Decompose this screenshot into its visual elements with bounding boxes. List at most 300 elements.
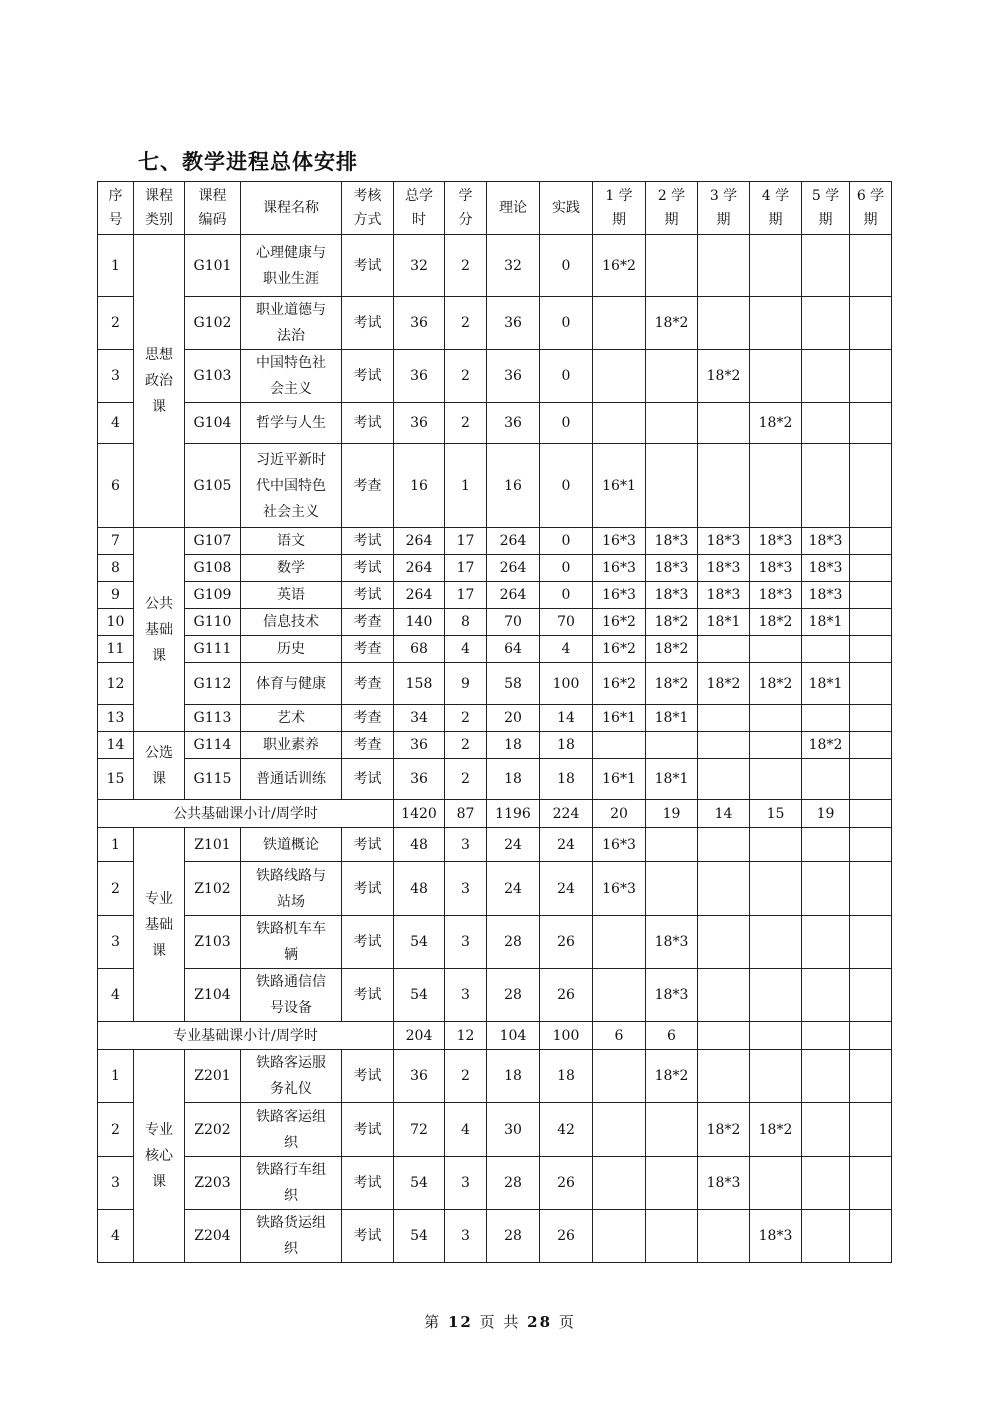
assessment-method: 考查	[342, 609, 394, 636]
subtotal-credits: 12	[445, 1022, 487, 1050]
total-hours: 264	[394, 555, 445, 582]
subtotal-term-5: 19	[802, 800, 850, 828]
term-2-hours: 18*2	[646, 609, 698, 636]
term-5-hours: 18*3	[802, 582, 850, 609]
table-row	[98, 969, 892, 1022]
subtotal-term-1: 6	[593, 1022, 646, 1050]
table-row	[98, 636, 892, 663]
course-name: 铁路行车组 织	[241, 1157, 342, 1210]
course-name: 铁路线路与 站场	[241, 862, 342, 916]
term-6-hours	[850, 1157, 892, 1210]
term-5-hours	[802, 1050, 850, 1103]
assessment-method: 考试	[342, 759, 394, 800]
term-4-hours	[750, 1157, 802, 1210]
term-5-hours	[802, 1157, 850, 1210]
course-code: Z204	[185, 1210, 241, 1263]
row-number: 14	[98, 732, 134, 759]
term-3-hours	[698, 636, 750, 663]
credits: 17	[445, 528, 487, 555]
total-hours: 140	[394, 609, 445, 636]
term-3-hours	[698, 444, 750, 528]
term-1-hours: 16*1	[593, 444, 646, 528]
term-2-hours	[646, 1210, 698, 1263]
credits: 3	[445, 969, 487, 1022]
term-1-hours	[593, 350, 646, 403]
term-5-hours	[802, 916, 850, 969]
term-2-hours: 18*3	[646, 916, 698, 969]
term-5-hours	[802, 636, 850, 663]
column-header: 2 学 期	[646, 182, 698, 235]
total-hours: 36	[394, 350, 445, 403]
theory-hours: 36	[487, 297, 540, 350]
column-header: 6 学 期	[850, 182, 892, 235]
term-5-hours	[802, 403, 850, 444]
course-category: 公共 基础 课	[134, 528, 185, 732]
theory-hours: 70	[487, 609, 540, 636]
column-header: 课程 类别	[134, 182, 185, 235]
term-6-hours	[850, 403, 892, 444]
table-row	[98, 1050, 892, 1103]
credits: 2	[445, 759, 487, 800]
assessment-method: 考试	[342, 297, 394, 350]
table-row	[98, 705, 892, 732]
course-code: Z201	[185, 1050, 241, 1103]
term-4-hours	[750, 732, 802, 759]
course-name: 铁道概论	[241, 828, 342, 862]
credits: 3	[445, 828, 487, 862]
column-header: 3 学 期	[698, 182, 750, 235]
course-code: G104	[185, 403, 241, 444]
term-3-hours	[698, 969, 750, 1022]
row-number: 7	[98, 528, 134, 555]
credits: 2	[445, 403, 487, 444]
term-1-hours	[593, 403, 646, 444]
subtotal-term-4: 15	[750, 800, 802, 828]
term-2-hours: 18*1	[646, 759, 698, 800]
course-name: 艺术	[241, 705, 342, 732]
course-name: 铁路客运服 务礼仪	[241, 1050, 342, 1103]
table-row	[98, 828, 892, 862]
practice-hours: 0	[540, 444, 593, 528]
term-2-hours: 18*2	[646, 636, 698, 663]
credits: 2	[445, 1050, 487, 1103]
practice-hours: 26	[540, 916, 593, 969]
term-5-hours	[802, 297, 850, 350]
practice-hours: 0	[540, 555, 593, 582]
credits: 4	[445, 636, 487, 663]
row-number: 4	[98, 1210, 134, 1263]
table-row	[98, 1103, 892, 1157]
course-code: G114	[185, 732, 241, 759]
term-4-hours	[750, 297, 802, 350]
course-name: 哲学与人生	[241, 403, 342, 444]
table-row	[98, 862, 892, 916]
section-title: 七、教学进程总体安排	[138, 149, 358, 174]
practice-hours: 24	[540, 828, 593, 862]
term-1-hours	[593, 1103, 646, 1157]
credits: 2	[445, 235, 487, 297]
practice-hours: 0	[540, 528, 593, 555]
subtotal-hours: 204	[394, 1022, 445, 1050]
course-name: 数学	[241, 555, 342, 582]
theory-hours: 16	[487, 444, 540, 528]
course-name: 心理健康与 职业生涯	[241, 235, 342, 297]
term-2-hours	[646, 1157, 698, 1210]
total-hours: 54	[394, 1157, 445, 1210]
practice-hours: 0	[540, 582, 593, 609]
course-code: Z104	[185, 969, 241, 1022]
practice-hours: 100	[540, 663, 593, 705]
term-6-hours	[850, 759, 892, 800]
assessment-method: 考查	[342, 663, 394, 705]
term-3-hours	[698, 732, 750, 759]
row-number: 1	[98, 1050, 134, 1103]
term-4-hours: 18*2	[750, 663, 802, 705]
table-row	[98, 732, 892, 759]
term-1-hours	[593, 297, 646, 350]
term-5-hours	[802, 350, 850, 403]
subtotal-credits: 87	[445, 800, 487, 828]
assessment-method: 考试	[342, 555, 394, 582]
total-hours: 36	[394, 297, 445, 350]
course-category: 专业 基础 课	[134, 828, 185, 1022]
term-1-hours: 16*3	[593, 582, 646, 609]
header-row	[98, 182, 892, 235]
term-1-hours	[593, 916, 646, 969]
term-2-hours	[646, 403, 698, 444]
subtotal-term-3: 14	[698, 800, 750, 828]
term-1-hours	[593, 732, 646, 759]
row-number: 2	[98, 1103, 134, 1157]
total-hours: 36	[394, 1050, 445, 1103]
row-number: 2	[98, 862, 134, 916]
total-hours: 264	[394, 582, 445, 609]
term-4-hours	[750, 350, 802, 403]
theory-hours: 20	[487, 705, 540, 732]
row-number: 3	[98, 350, 134, 403]
table-body	[98, 182, 892, 1263]
assessment-method: 考查	[342, 636, 394, 663]
course-name: 语文	[241, 528, 342, 555]
theory-hours: 18	[487, 1050, 540, 1103]
term-5-hours: 18*1	[802, 609, 850, 636]
teaching-plan-table	[97, 181, 892, 1263]
term-1-hours: 16*3	[593, 862, 646, 916]
assessment-method: 考试	[342, 1210, 394, 1263]
term-6-hours	[850, 705, 892, 732]
column-header: 4 学 期	[750, 182, 802, 235]
row-number: 11	[98, 636, 134, 663]
row-number: 3	[98, 916, 134, 969]
term-2-hours	[646, 828, 698, 862]
row-number: 3	[98, 1157, 134, 1210]
practice-hours: 0	[540, 297, 593, 350]
total-page-number: 28	[527, 1313, 553, 1331]
course-name: 中国特色社 会主义	[241, 350, 342, 403]
table-row	[98, 759, 892, 800]
term-4-hours	[750, 235, 802, 297]
practice-hours: 42	[540, 1103, 593, 1157]
term-4-hours	[750, 1050, 802, 1103]
term-6-hours	[850, 582, 892, 609]
term-4-hours	[750, 636, 802, 663]
course-category: 专业 核心 课	[134, 1050, 185, 1263]
term-5-hours: 18*3	[802, 555, 850, 582]
practice-hours: 14	[540, 705, 593, 732]
assessment-method: 考试	[342, 528, 394, 555]
course-code: Z103	[185, 916, 241, 969]
credits: 2	[445, 732, 487, 759]
term-3-hours: 18*2	[698, 1103, 750, 1157]
total-hours: 34	[394, 705, 445, 732]
assessment-method: 考试	[342, 235, 394, 297]
term-3-hours: 18*3	[698, 555, 750, 582]
term-3-hours	[698, 916, 750, 969]
theory-hours: 28	[487, 1210, 540, 1263]
column-header: 课程 编码	[185, 182, 241, 235]
theory-hours: 28	[487, 969, 540, 1022]
table-row	[98, 444, 892, 528]
table-row	[98, 235, 892, 297]
term-5-hours: 18*3	[802, 528, 850, 555]
term-1-hours: 16*2	[593, 636, 646, 663]
term-1-hours	[593, 1210, 646, 1263]
term-6-hours	[850, 1210, 892, 1263]
term-3-hours	[698, 297, 750, 350]
row-number: 12	[98, 663, 134, 705]
term-4-hours: 18*3	[750, 555, 802, 582]
term-2-hours: 18*3	[646, 969, 698, 1022]
practice-hours: 0	[540, 235, 593, 297]
term-6-hours	[850, 444, 892, 528]
subtotal-term-5	[802, 1022, 850, 1050]
theory-hours: 36	[487, 403, 540, 444]
subtotal-row	[98, 800, 892, 828]
term-3-hours: 18*3	[698, 582, 750, 609]
practice-hours: 0	[540, 350, 593, 403]
course-name: 铁路货运组 织	[241, 1210, 342, 1263]
term-6-hours	[850, 528, 892, 555]
course-code: G115	[185, 759, 241, 800]
assessment-method: 考查	[342, 444, 394, 528]
course-code: Z101	[185, 828, 241, 862]
term-1-hours	[593, 969, 646, 1022]
course-name: 职业道德与 法治	[241, 297, 342, 350]
column-header: 5 学 期	[802, 182, 850, 235]
assessment-method: 考试	[342, 969, 394, 1022]
course-name: 信息技术	[241, 609, 342, 636]
row-number: 10	[98, 609, 134, 636]
term-1-hours	[593, 1050, 646, 1103]
table-row	[98, 528, 892, 555]
table-row	[98, 916, 892, 969]
term-1-hours: 16*3	[593, 528, 646, 555]
subtotal-term-6	[850, 800, 892, 828]
subtotal-term-4	[750, 1022, 802, 1050]
term-3-hours	[698, 235, 750, 297]
theory-hours: 58	[487, 663, 540, 705]
course-code: G101	[185, 235, 241, 297]
term-6-hours	[850, 297, 892, 350]
term-5-hours	[802, 1103, 850, 1157]
course-code: Z203	[185, 1157, 241, 1210]
row-number: 4	[98, 403, 134, 444]
term-4-hours: 18*2	[750, 403, 802, 444]
theory-hours: 18	[487, 759, 540, 800]
term-6-hours	[850, 1050, 892, 1103]
term-2-hours: 18*3	[646, 555, 698, 582]
practice-hours: 26	[540, 1157, 593, 1210]
credits: 3	[445, 1157, 487, 1210]
total-hours: 54	[394, 1210, 445, 1263]
term-3-hours	[698, 705, 750, 732]
term-5-hours	[802, 705, 850, 732]
subtotal-practice: 224	[540, 800, 593, 828]
course-name: 习近平新时 代中国特色 社会主义	[241, 444, 342, 528]
course-code: G107	[185, 528, 241, 555]
theory-hours: 18	[487, 732, 540, 759]
row-number: 9	[98, 582, 134, 609]
term-3-hours	[698, 828, 750, 862]
course-code: G103	[185, 350, 241, 403]
term-6-hours	[850, 636, 892, 663]
column-header: 1 学 期	[593, 182, 646, 235]
practice-hours: 18	[540, 1050, 593, 1103]
term-1-hours: 16*2	[593, 609, 646, 636]
row-number: 13	[98, 705, 134, 732]
subtotal-term-6	[850, 1022, 892, 1050]
subtotal-term-2: 6	[646, 1022, 698, 1050]
total-hours: 36	[394, 759, 445, 800]
credits: 3	[445, 862, 487, 916]
term-5-hours	[802, 235, 850, 297]
theory-hours: 36	[487, 350, 540, 403]
total-hours: 32	[394, 235, 445, 297]
term-2-hours: 18*2	[646, 663, 698, 705]
term-2-hours: 18*2	[646, 1050, 698, 1103]
total-hours: 16	[394, 444, 445, 528]
total-hours: 68	[394, 636, 445, 663]
assessment-method: 考试	[342, 828, 394, 862]
course-category: 思想 政治 课	[134, 235, 185, 528]
course-code: Z202	[185, 1103, 241, 1157]
course-code: G108	[185, 555, 241, 582]
term-4-hours: 18*3	[750, 582, 802, 609]
practice-hours: 26	[540, 969, 593, 1022]
table-row	[98, 609, 892, 636]
column-header: 学 分	[445, 182, 487, 235]
subtotal-label: 公共基础课小计/周学时	[98, 800, 394, 828]
term-2-hours: 18*3	[646, 582, 698, 609]
term-2-hours	[646, 444, 698, 528]
theory-hours: 264	[487, 582, 540, 609]
table-row	[98, 1210, 892, 1263]
credits: 3	[445, 1210, 487, 1263]
course-name: 职业素养	[241, 732, 342, 759]
assessment-method: 考试	[342, 350, 394, 403]
term-6-hours	[850, 609, 892, 636]
term-6-hours	[850, 1103, 892, 1157]
credits: 17	[445, 555, 487, 582]
term-6-hours	[850, 862, 892, 916]
practice-hours: 24	[540, 862, 593, 916]
credits: 3	[445, 916, 487, 969]
assessment-method: 考试	[342, 1050, 394, 1103]
row-number: 4	[98, 969, 134, 1022]
term-3-hours	[698, 403, 750, 444]
term-3-hours: 18*2	[698, 350, 750, 403]
column-header: 实践	[540, 182, 593, 235]
total-hours: 54	[394, 916, 445, 969]
theory-hours: 28	[487, 1157, 540, 1210]
subtotal-theory: 1196	[487, 800, 540, 828]
term-2-hours	[646, 235, 698, 297]
credits: 9	[445, 663, 487, 705]
practice-hours: 70	[540, 609, 593, 636]
assessment-method: 考查	[342, 705, 394, 732]
assessment-method: 考试	[342, 1157, 394, 1210]
term-1-hours	[593, 1157, 646, 1210]
course-name: 铁路客运组 织	[241, 1103, 342, 1157]
term-3-hours	[698, 1050, 750, 1103]
term-4-hours	[750, 444, 802, 528]
course-code: G112	[185, 663, 241, 705]
footer-prefix: 第	[424, 1313, 442, 1331]
term-3-hours: 18*3	[698, 528, 750, 555]
total-hours: 48	[394, 828, 445, 862]
subtotal-theory: 104	[487, 1022, 540, 1050]
row-number: 1	[98, 828, 134, 862]
term-4-hours	[750, 705, 802, 732]
assessment-method: 考查	[342, 732, 394, 759]
credits: 2	[445, 297, 487, 350]
term-1-hours: 16*2	[593, 663, 646, 705]
subtotal-term-1: 20	[593, 800, 646, 828]
term-5-hours	[802, 759, 850, 800]
term-3-hours: 18*1	[698, 609, 750, 636]
theory-hours: 28	[487, 916, 540, 969]
term-5-hours	[802, 828, 850, 862]
term-5-hours: 18*1	[802, 663, 850, 705]
term-1-hours: 16*1	[593, 759, 646, 800]
term-5-hours	[802, 444, 850, 528]
term-3-hours: 18*2	[698, 663, 750, 705]
theory-hours: 24	[487, 862, 540, 916]
table-row	[98, 582, 892, 609]
term-6-hours	[850, 916, 892, 969]
theory-hours: 264	[487, 555, 540, 582]
credits: 2	[445, 350, 487, 403]
subtotal-term-2: 19	[646, 800, 698, 828]
total-hours: 48	[394, 862, 445, 916]
column-header: 课程名称	[241, 182, 342, 235]
table-row	[98, 403, 892, 444]
term-4-hours: 18*3	[750, 528, 802, 555]
term-3-hours: 18*3	[698, 1157, 750, 1210]
term-4-hours	[750, 759, 802, 800]
course-code: G110	[185, 609, 241, 636]
term-6-hours	[850, 732, 892, 759]
table-row	[98, 350, 892, 403]
theory-hours: 32	[487, 235, 540, 297]
subtotal-term-3	[698, 1022, 750, 1050]
term-2-hours	[646, 862, 698, 916]
column-header: 考核 方式	[342, 182, 394, 235]
subtotal-hours: 1420	[394, 800, 445, 828]
course-code: Z102	[185, 862, 241, 916]
course-name: 英语	[241, 582, 342, 609]
credits: 2	[445, 705, 487, 732]
